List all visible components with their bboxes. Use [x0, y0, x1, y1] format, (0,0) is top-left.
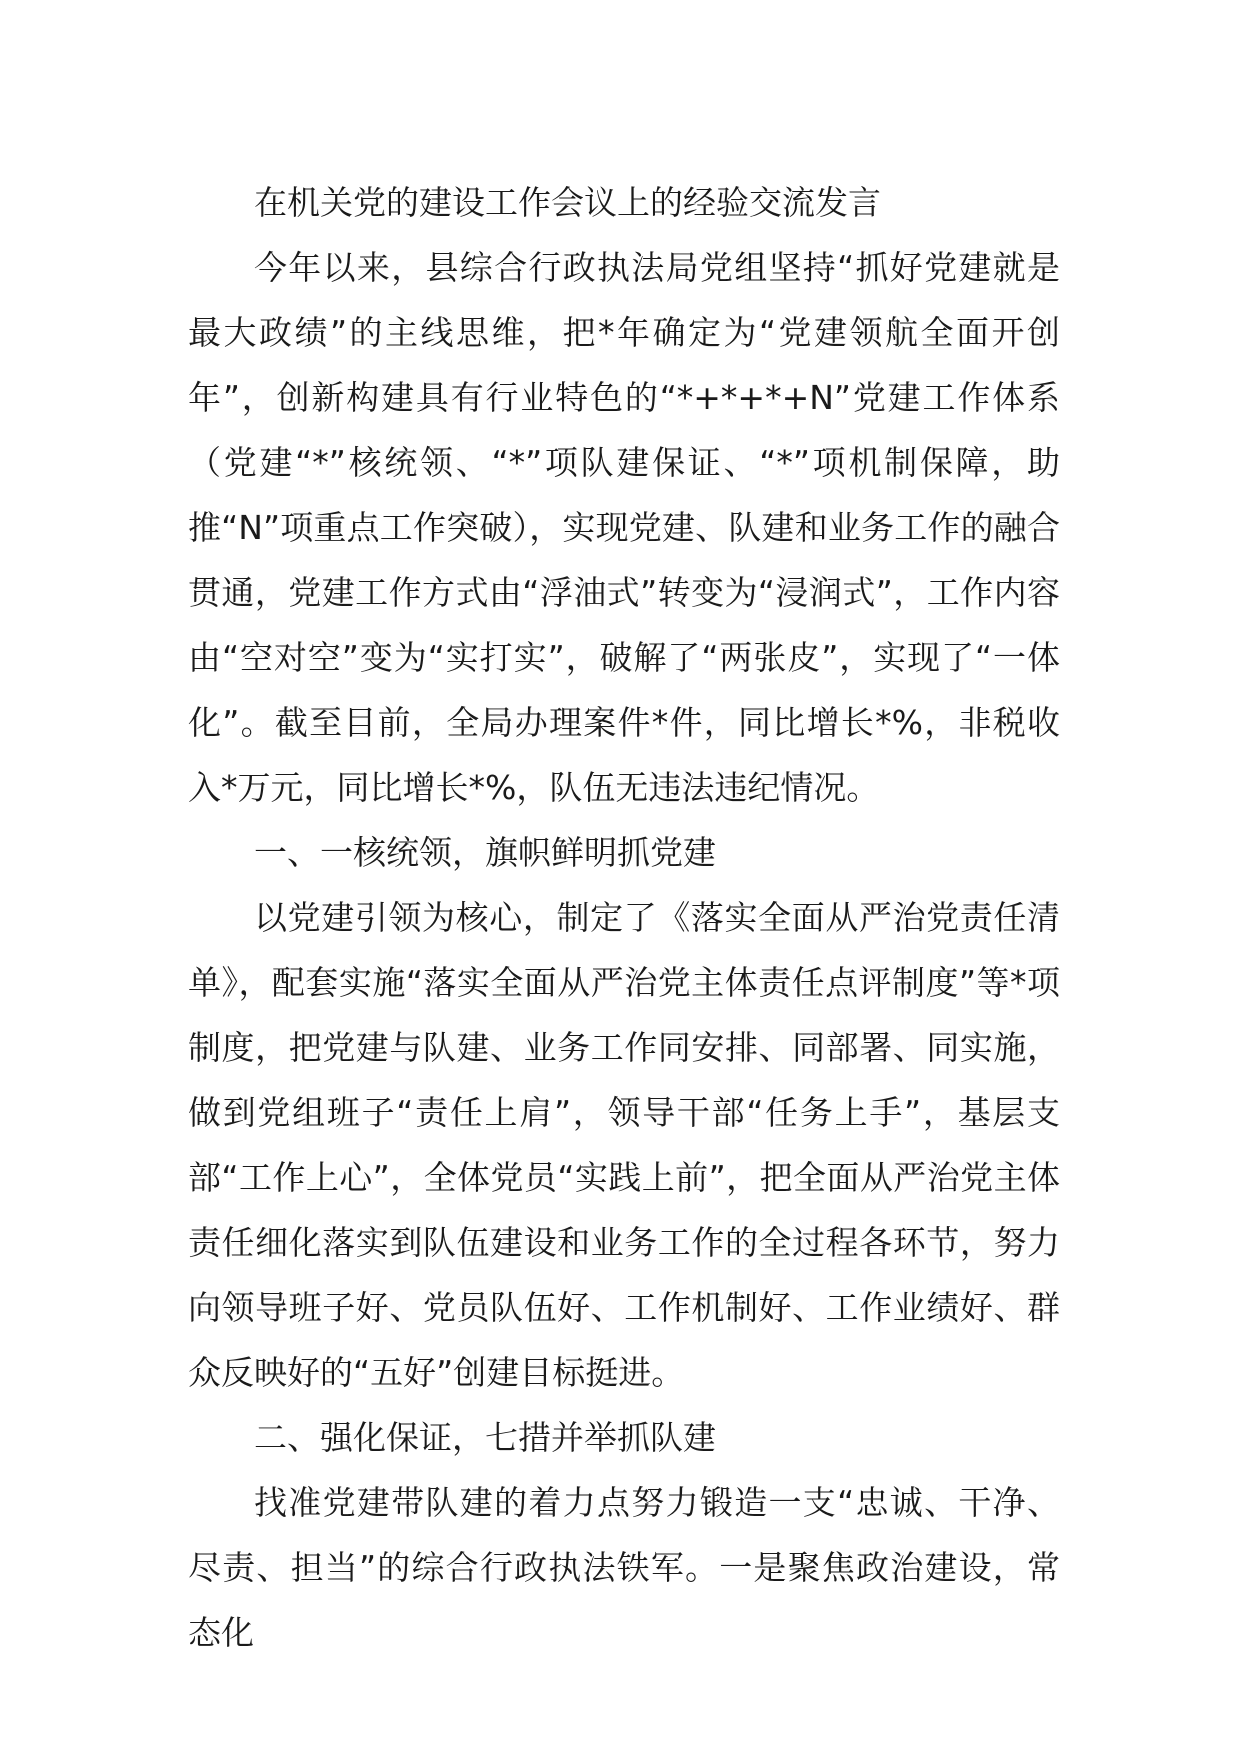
paragraph-intro: 今年以来，县综合行政执法局党组坚持“抓好党建就是最大政绩”的主线思维，把*年确定为“党建领航全面开创年”，创新构建具有行业特色的“*+*+*+N”党建工作体系（党建“*”核统领、“*”项队建保证、“*”项机制保障，助推“N”项重点工作突破），实现党建、队建和业务工作的融合贯通，党建工作方式由“浮油式”转变为“浸润式”，工作内容由“空对空”变为“实打实”，破解了“两张皮”，实现了“一体化”。截至目前，全局办理案件*件，同比增长*%，非税收入*万元，同比增长*%，队伍无违法违纪情况。	[188, 248, 1060, 807]
document-title: 在机关党的建设工作会议上的经验交流发言	[254, 183, 881, 222]
section-heading-1: 一、一核统领，旗帜鲜明抓党建	[254, 833, 716, 872]
paragraph-section-1: 以党建引领为核心，制定了《落实全面从严治党责任清单》，配套实施“落实全面从严治党主体责任点评制度”等*项制度，把党建与队建、业务工作同安排、同部署、同实施，做到党组班子“责任上肩”，领导干部“任务上手”，基层支部“工作上心”，全体党员“实践上前”，把全面从严治党主体责任细化落实到队伍建设和业务工作的全过程各环节，努力向领导班子好、党员队伍好、工作机制好、工作业绩好、群众反映好的“五好”创建目标挺进。	[188, 898, 1060, 1392]
section-heading-2: 二、强化保证，七措并举抓队建	[254, 1418, 716, 1457]
paragraph-section-2: 找准党建带队建的着力点努力锻造一支“忠诚、干净、尽责、担当”的综合行政执法铁军。一是聚焦政治建设，常态化	[188, 1483, 1060, 1652]
document-body	[188, 170, 1060, 1665]
